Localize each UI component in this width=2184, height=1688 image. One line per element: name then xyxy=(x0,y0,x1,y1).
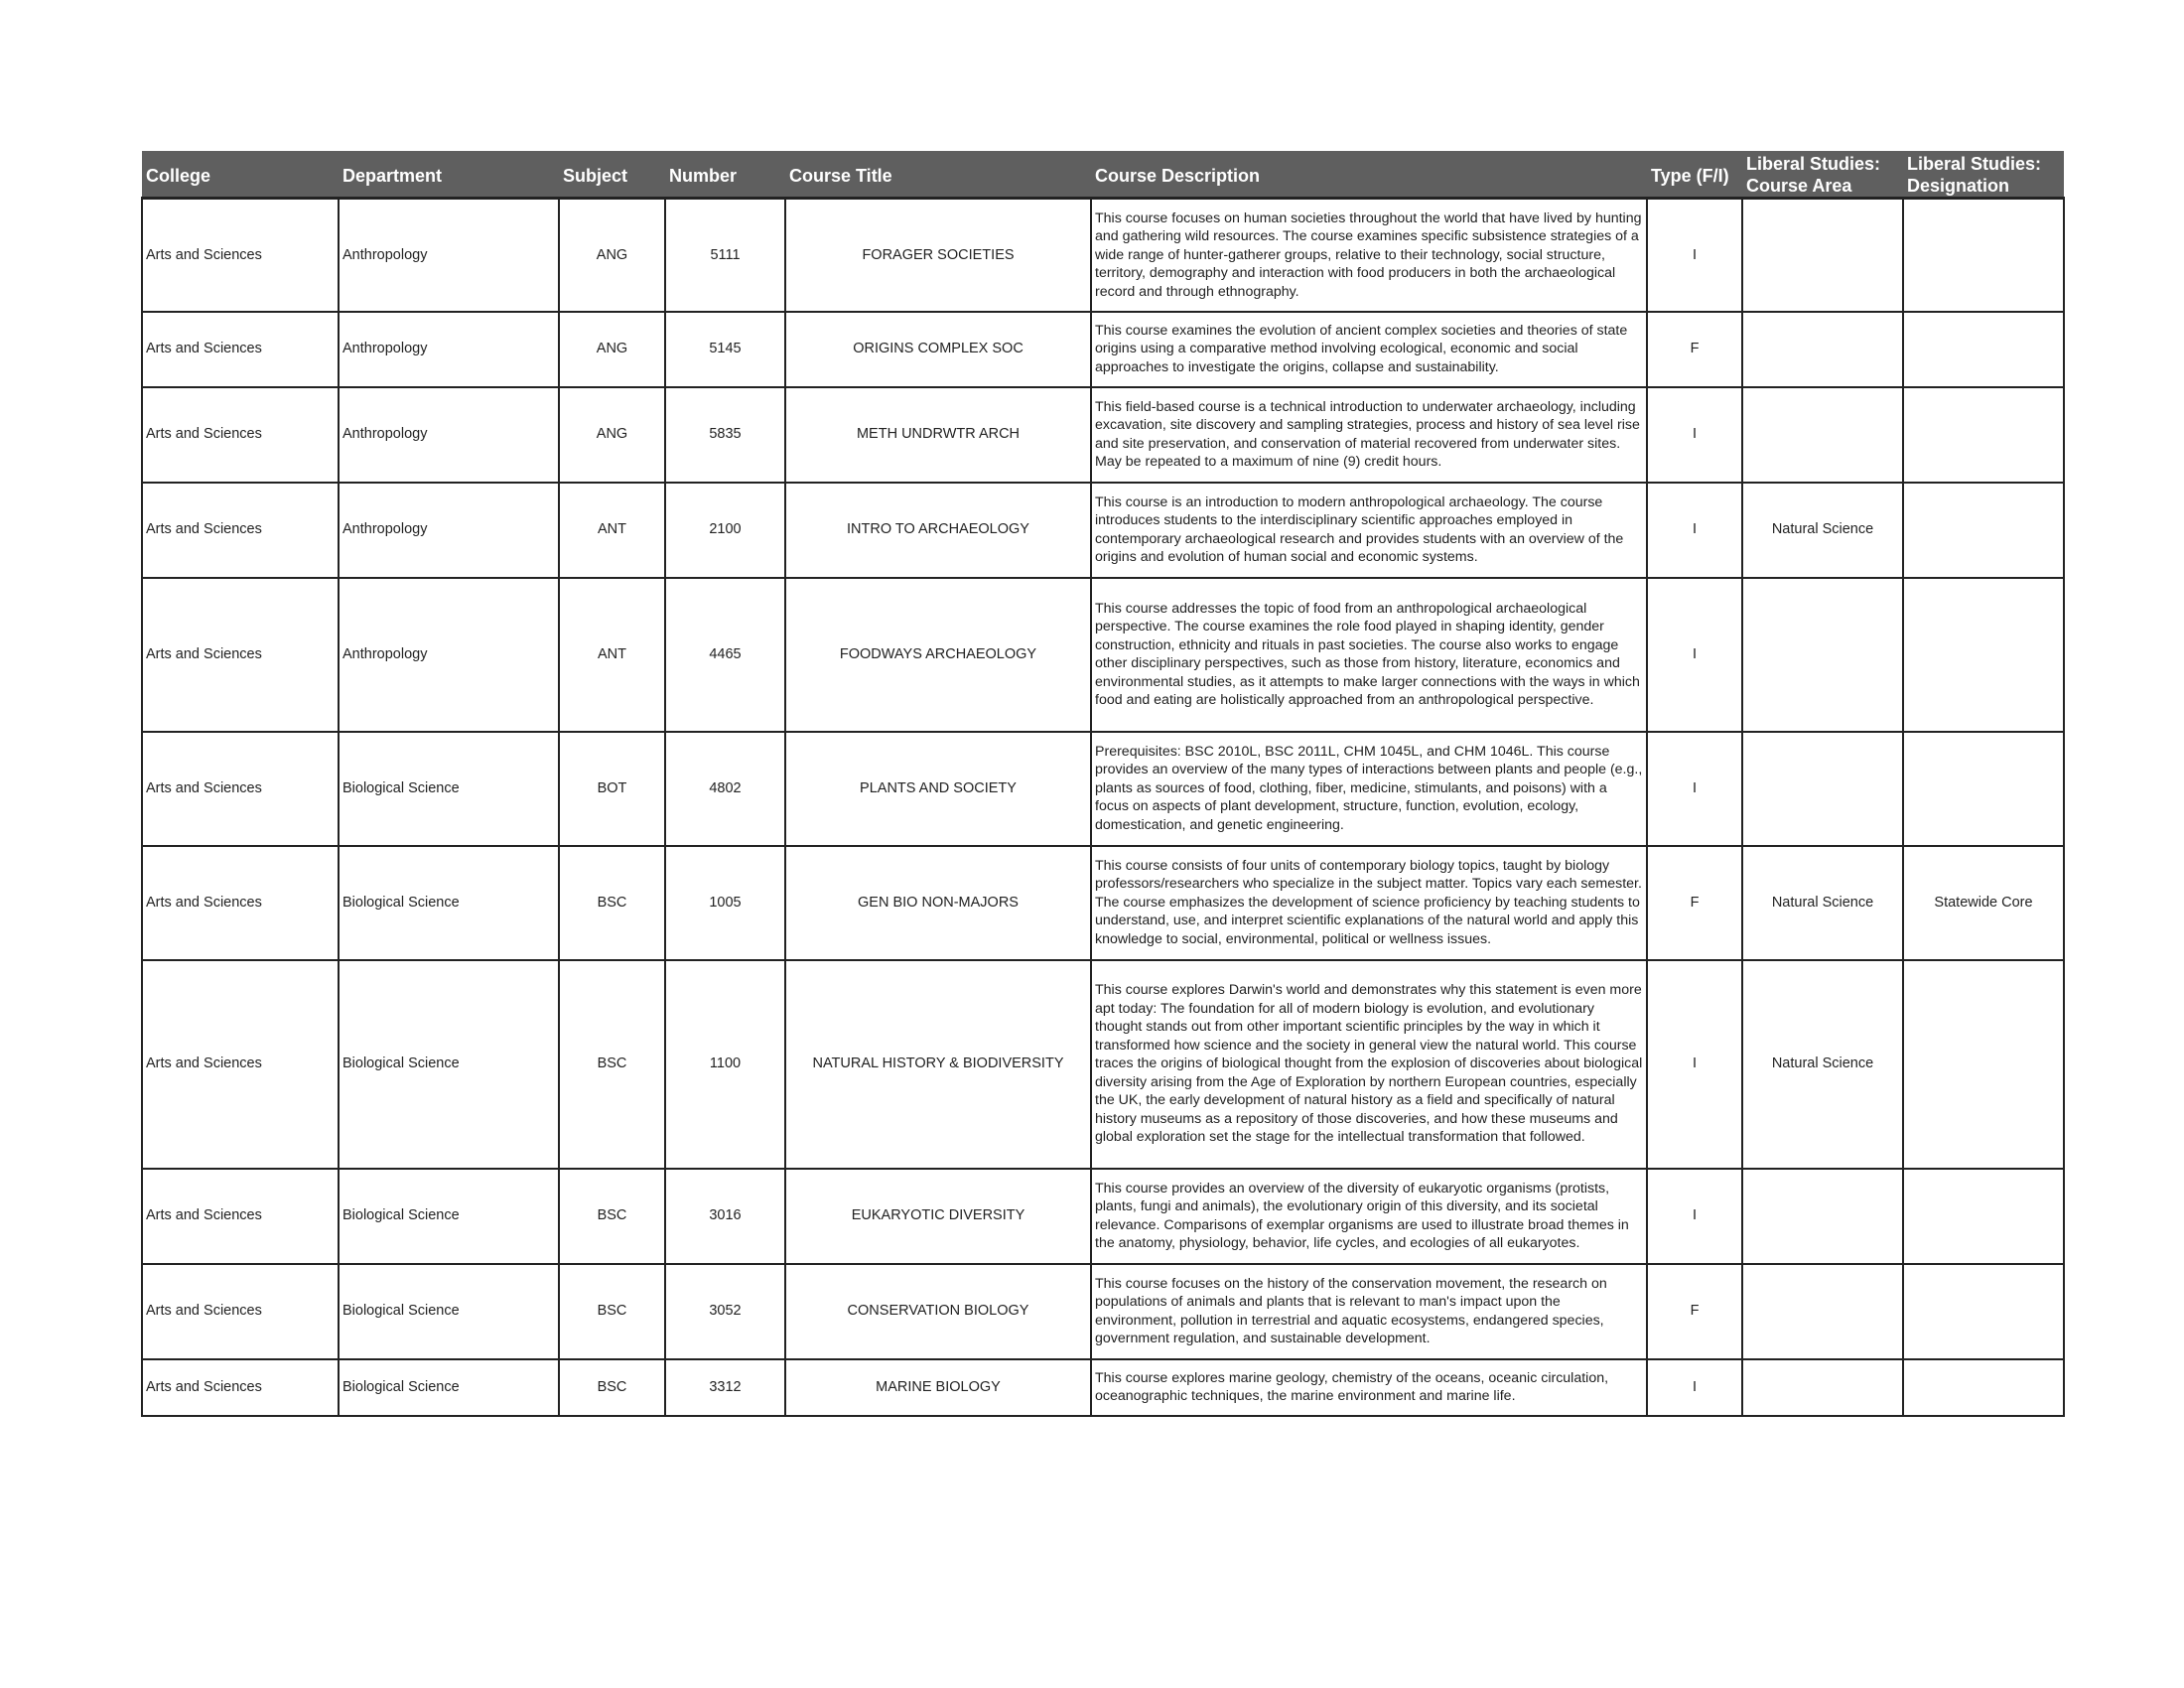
cell-type: I xyxy=(1647,960,1742,1169)
cell-college: Arts and Sciences xyxy=(142,578,339,732)
header-ls-designation xyxy=(1903,151,2064,199)
cell-ls-course-area: Natural Science xyxy=(1742,960,1903,1169)
header-ls-course-area-line1: Liberal Studies: xyxy=(1746,154,1881,174)
cell-number: 3016 xyxy=(665,1169,785,1264)
course-table-sheet xyxy=(141,151,2063,1417)
cell-number: 2100 xyxy=(665,483,785,578)
cell-college: Arts and Sciences xyxy=(142,1169,339,1264)
cell-course-title: PLANTS AND SOCIETY xyxy=(785,732,1091,846)
cell-number: 4802 xyxy=(665,732,785,846)
header-ls-course-area xyxy=(1742,151,1903,199)
table-row xyxy=(142,1359,2064,1416)
cell-course-title: CONSERVATION BIOLOGY xyxy=(785,1264,1091,1359)
cell-course-description: This course explores Darwin's world and demonstrates why this statement is even more apt today: The foundation for all of modern biology is evolution, and evolutionary thought stands out from other important scientific principles by the way in which it transformed how science and the society in general view the natural world. This course traces the origins of biological thought from the explosion of discoveries about biological diversity arising from the Age of Exploration by northern European countries, especially the UK, the early development of natural history as a field and specifically of natural history museums as a repository of those discoveries, and how these museums and global exploration set the stage for the intellectual transformation that followed. xyxy=(1091,960,1647,1169)
cell-subject: BSC xyxy=(559,960,665,1169)
cell-number: 5835 xyxy=(665,387,785,483)
cell-course-description: This course focuses on human societies throughout the world that have lived by hunting and gathering wild resources. The course examines specific subsistence strategies of a wide range of hunter-gatherer groups, relative to their technology, social structure, territory, demography and interaction with food producers in both the archaeological record and through ethnography. xyxy=(1091,199,1647,312)
course-table xyxy=(141,151,2065,1417)
cell-college: Arts and Sciences xyxy=(142,1264,339,1359)
cell-ls-course-area: Natural Science xyxy=(1742,483,1903,578)
cell-subject: BSC xyxy=(559,1359,665,1416)
header-ls-designation-line1: Liberal Studies: xyxy=(1907,154,2042,174)
table-row xyxy=(142,578,2064,732)
cell-type: F xyxy=(1647,312,1742,387)
cell-type: I xyxy=(1647,732,1742,846)
cell-course-description: This field-based course is a technical introduction to underwater archaeology, including excavation, site discovery and sampling strategies, process and history of sea level rise and site preservation, and conservation of material recovered from underwater sites. May be repeated to a maximum of nine (9) credit hours. xyxy=(1091,387,1647,483)
cell-subject: ANG xyxy=(559,199,665,312)
table-body xyxy=(142,199,2064,1416)
cell-college: Arts and Sciences xyxy=(142,732,339,846)
cell-type: I xyxy=(1647,387,1742,483)
cell-course-title: FOODWAYS ARCHAEOLOGY xyxy=(785,578,1091,732)
cell-college: Arts and Sciences xyxy=(142,483,339,578)
cell-college: Arts and Sciences xyxy=(142,199,339,312)
table-header xyxy=(142,151,2064,199)
cell-course-title: INTRO TO ARCHAEOLOGY xyxy=(785,483,1091,578)
cell-type: I xyxy=(1647,199,1742,312)
cell-subject: ANG xyxy=(559,387,665,483)
table-row xyxy=(142,483,2064,578)
cell-college: Arts and Sciences xyxy=(142,312,339,387)
cell-department: Anthropology xyxy=(339,387,559,483)
cell-department: Anthropology xyxy=(339,312,559,387)
cell-ls-designation xyxy=(1903,199,2064,312)
table-row xyxy=(142,387,2064,483)
table-row xyxy=(142,846,2064,960)
cell-ls-designation xyxy=(1903,483,2064,578)
cell-college: Arts and Sciences xyxy=(142,846,339,960)
cell-department: Biological Science xyxy=(339,960,559,1169)
cell-ls-course-area xyxy=(1742,312,1903,387)
cell-ls-course-area xyxy=(1742,1264,1903,1359)
cell-subject: ANG xyxy=(559,312,665,387)
cell-department: Biological Science xyxy=(339,846,559,960)
cell-course-description: This course is an introduction to modern anthropological archaeology. The course introduces students to the interdisciplinary scientific approaches employed in contemporary archaeological research and provides students with an overview of the origins and evolution of human social and economic systems. xyxy=(1091,483,1647,578)
cell-subject: ANT xyxy=(559,578,665,732)
cell-course-description: Prerequisites: BSC 2010L, BSC 2011L, CHM 1045L, and CHM 1046L. This course provides an overview of the many types of interactions between plants and people (e.g., plants as sources of food, clothing, fiber, medicine, stimulants, and poisons) with a focus on aspects of plant development, structure, function, evolution, ecology, domestication, and genetic engineering. xyxy=(1091,732,1647,846)
cell-course-description: This course examines the evolution of ancient complex societies and theories of state origins using a comparative method involving ecological, economic and social approaches to investigate the origins, collapse and sustainability. xyxy=(1091,312,1647,387)
cell-ls-course-area xyxy=(1742,1169,1903,1264)
cell-type: F xyxy=(1647,846,1742,960)
cell-course-description: This course provides an overview of the diversity of eukaryotic organisms (protists, plants, fungi and animals), the evolutionary origin of this diversity, and its societal relevance. Comparisons of exemplar organisms are used to illustrate broad themes in the anatomy, physiology, behavior, life cycles, and ecologies of all eukaryotes. xyxy=(1091,1169,1647,1264)
header-department: Department xyxy=(339,151,559,199)
cell-subject: BSC xyxy=(559,1169,665,1264)
cell-course-title: EUKARYOTIC DIVERSITY xyxy=(785,1169,1091,1264)
cell-number: 1100 xyxy=(665,960,785,1169)
cell-subject: BOT xyxy=(559,732,665,846)
cell-ls-course-area xyxy=(1742,1359,1903,1416)
header-course-description: Course Description xyxy=(1091,151,1647,199)
table-row xyxy=(142,312,2064,387)
cell-number: 1005 xyxy=(665,846,785,960)
header-course-title: Course Title xyxy=(785,151,1091,199)
cell-course-title: MARINE BIOLOGY xyxy=(785,1359,1091,1416)
cell-type: I xyxy=(1647,1359,1742,1416)
cell-course-description: This course addresses the topic of food from an anthropological archaeological perspective. The course examines the role food played in shaping identity, gender construction, ethnicity and rituals in past societies. The course also works to engage other disciplinary perspectives, such as those from history, literature, economics and environmental studies, as it attempts to make larger connections with the ways in which food and eating are holistically approached from an anthropological perspective. xyxy=(1091,578,1647,732)
cell-subject: BSC xyxy=(559,1264,665,1359)
cell-course-title: NATURAL HISTORY & BIODIVERSITY xyxy=(785,960,1091,1169)
cell-subject: ANT xyxy=(559,483,665,578)
cell-type: I xyxy=(1647,578,1742,732)
cell-ls-course-area xyxy=(1742,732,1903,846)
cell-ls-designation xyxy=(1903,387,2064,483)
cell-course-title: METH UNDRWTR ARCH xyxy=(785,387,1091,483)
cell-ls-designation xyxy=(1903,578,2064,732)
cell-course-title: ORIGINS COMPLEX SOC xyxy=(785,312,1091,387)
cell-ls-designation xyxy=(1903,1359,2064,1416)
cell-college: Arts and Sciences xyxy=(142,1359,339,1416)
cell-ls-designation xyxy=(1903,1264,2064,1359)
cell-department: Biological Science xyxy=(339,1169,559,1264)
cell-course-description: This course focuses on the history of the conservation movement, the research on populations of animals and plants that is relevant to man's impact upon the environment, pollution in terrestrial and aquatic ecosystems, endangered species, government regulation, and sustainable development. xyxy=(1091,1264,1647,1359)
cell-ls-course-area xyxy=(1742,578,1903,732)
cell-number: 5145 xyxy=(665,312,785,387)
cell-ls-course-area xyxy=(1742,387,1903,483)
cell-type: I xyxy=(1647,1169,1742,1264)
header-subject: Subject xyxy=(559,151,665,199)
cell-subject: BSC xyxy=(559,846,665,960)
cell-course-description: This course explores marine geology, chemistry of the oceans, oceanic circulation, oceanographic techniques, the marine environment and marine life. xyxy=(1091,1359,1647,1416)
cell-ls-designation: Statewide Core xyxy=(1903,846,2064,960)
cell-ls-course-area: Natural Science xyxy=(1742,846,1903,960)
cell-ls-designation xyxy=(1903,732,2064,846)
cell-department: Anthropology xyxy=(339,483,559,578)
cell-department: Anthropology xyxy=(339,199,559,312)
header-college: College xyxy=(142,151,339,199)
table-row xyxy=(142,1169,2064,1264)
cell-department: Biological Science xyxy=(339,1359,559,1416)
cell-department: Anthropology xyxy=(339,578,559,732)
cell-number: 3312 xyxy=(665,1359,785,1416)
cell-type: F xyxy=(1647,1264,1742,1359)
cell-department: Biological Science xyxy=(339,1264,559,1359)
header-type: Type (F/I) xyxy=(1647,151,1742,199)
cell-ls-designation xyxy=(1903,1169,2064,1264)
header-ls-course-area-line2: Course Area xyxy=(1746,176,1852,196)
cell-college: Arts and Sciences xyxy=(142,387,339,483)
header-number: Number xyxy=(665,151,785,199)
table-row xyxy=(142,960,2064,1169)
cell-type: I xyxy=(1647,483,1742,578)
cell-college: Arts and Sciences xyxy=(142,960,339,1169)
cell-course-title: FORAGER SOCIETIES xyxy=(785,199,1091,312)
cell-department: Biological Science xyxy=(339,732,559,846)
cell-number: 3052 xyxy=(665,1264,785,1359)
header-ls-designation-line2: Designation xyxy=(1907,176,2010,196)
table-row xyxy=(142,732,2064,846)
cell-course-description: This course consists of four units of contemporary biology topics, taught by biology professors/researchers who specialize in the subject matter. Topics vary each semester. The course emphasizes the development of science proficiency by teaching students to understand, use, and interpret scientific explanations of the natural world and apply this knowledge to social, environmental, political or wellness issues. xyxy=(1091,846,1647,960)
cell-course-title: GEN BIO NON-MAJORS xyxy=(785,846,1091,960)
table-row xyxy=(142,199,2064,312)
cell-number: 4465 xyxy=(665,578,785,732)
header-row xyxy=(142,151,2064,199)
cell-number: 5111 xyxy=(665,199,785,312)
cell-ls-designation xyxy=(1903,312,2064,387)
cell-ls-designation xyxy=(1903,960,2064,1169)
table-row xyxy=(142,1264,2064,1359)
cell-ls-course-area xyxy=(1742,199,1903,312)
